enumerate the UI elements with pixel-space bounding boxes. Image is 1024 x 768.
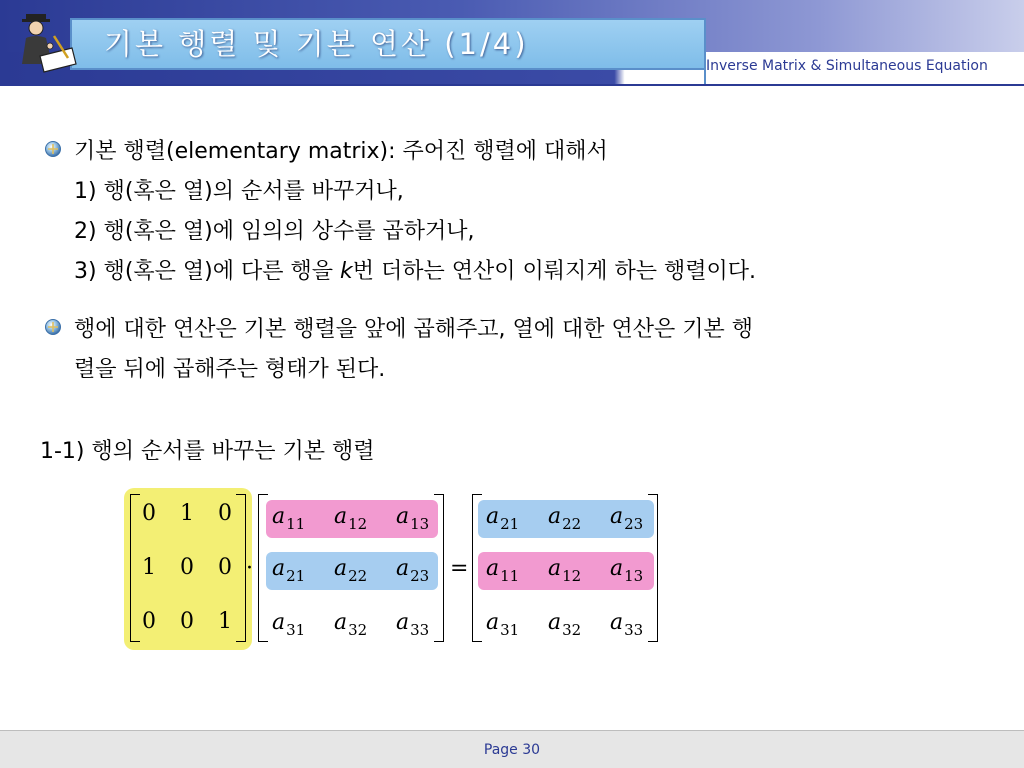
entry-var: a	[334, 556, 348, 581]
matrix-a-entry	[272, 610, 306, 639]
matrix-a-entry	[396, 610, 430, 639]
entry-subscript: 22	[562, 515, 582, 533]
elementary-cell: 0	[180, 609, 194, 634]
entry-subscript: 11	[500, 567, 520, 585]
bullet1-line2: 1) 행(혹은 열)의 순서를 바꾸거나,	[74, 179, 404, 204]
matrix-a-entry	[334, 610, 368, 639]
entry-subscript: 23	[410, 567, 430, 585]
entry-subscript: 21	[286, 567, 306, 585]
entry-var: a	[272, 556, 286, 581]
bullet-sphere-icon	[44, 140, 62, 158]
entry-var: a	[396, 504, 410, 529]
entry-var: a	[272, 504, 286, 529]
elementary-right-bracket	[236, 494, 246, 642]
entry-subscript: 32	[348, 621, 368, 639]
dot-operator: ·	[246, 556, 253, 581]
elementary-cell: 0	[180, 555, 194, 580]
bullet2-line2: 렬을 뒤에 곱해주는 형태가 된다.	[74, 357, 386, 382]
entry-var: a	[272, 610, 286, 635]
slide-subtitle: Inverse Matrix & Simultaneous Equation	[706, 58, 988, 74]
result-entry	[486, 556, 520, 585]
entry-subscript: 31	[500, 621, 520, 639]
elementary-cell: 0	[218, 501, 232, 526]
header-divider	[0, 84, 1024, 86]
entry-var: a	[486, 556, 500, 581]
entry-subscript: 13	[624, 567, 644, 585]
result-entry	[548, 504, 582, 533]
elementary-cell: 0	[142, 609, 156, 634]
matrix-a-entry	[272, 504, 306, 533]
matrix-a-entry	[396, 556, 430, 585]
elementary-cell: 0	[142, 501, 156, 526]
entry-var: a	[610, 504, 624, 529]
bullet1-line4-prefix: 3) 행(혹은 열)에 다른 행을	[74, 259, 340, 284]
entry-subscript: 21	[500, 515, 520, 533]
entry-var: a	[334, 610, 348, 635]
bullet2-line1: 행에 대한 연산은 기본 행렬을 앞에 곱해주고, 열에 대한 연산은 기본 행	[74, 317, 753, 342]
entry-subscript: 12	[562, 567, 582, 585]
entry-var: a	[486, 504, 500, 529]
entry-subscript: 33	[410, 621, 430, 639]
bullet-sphere-icon	[44, 318, 62, 336]
equals-operator: =	[450, 556, 469, 581]
result-right-bracket	[648, 494, 658, 642]
entry-subscript: 23	[624, 515, 644, 533]
matrix-a-entry	[396, 504, 430, 533]
result-left-bracket	[472, 494, 482, 642]
scholar-writing-icon	[10, 6, 82, 78]
entry-var: a	[610, 556, 624, 581]
bullet1-line4	[74, 254, 756, 285]
elementary-cell: 1	[180, 501, 194, 526]
entry-var: a	[486, 610, 500, 635]
bullet1-line4-suffix: 번 더하는 연산이 이뤄지게 하는 행렬이다.	[352, 259, 756, 284]
result-entry	[486, 504, 520, 533]
entry-subscript: 32	[562, 621, 582, 639]
matrix-a-right-bracket	[434, 494, 444, 642]
entry-subscript: 13	[410, 515, 430, 533]
matrix-a-entry	[334, 504, 368, 533]
bullet1-line1: 기본 행렬(elementary matrix): 주어진 행렬에 대해서	[74, 139, 608, 164]
bullet1-line4-var: k	[339, 259, 353, 284]
entry-var: a	[548, 556, 562, 581]
entry-var: a	[610, 610, 624, 635]
entry-subscript: 11	[286, 515, 306, 533]
page-number: Page 30	[483, 742, 541, 758]
result-entry	[548, 610, 582, 639]
entry-subscript: 12	[348, 515, 368, 533]
section-heading: 1-1) 행의 순서를 바꾸는 기본 행렬	[40, 439, 375, 464]
elementary-left-bracket	[130, 494, 140, 642]
entry-subscript: 33	[624, 621, 644, 639]
matrix-a-entry	[334, 556, 368, 585]
matrix-a-left-bracket	[258, 494, 268, 642]
result-entry	[548, 556, 582, 585]
result-entry	[610, 504, 644, 533]
entry-var: a	[548, 610, 562, 635]
entry-var: a	[396, 556, 410, 581]
entry-var: a	[548, 504, 562, 529]
result-entry	[610, 556, 644, 585]
entry-subscript: 31	[286, 621, 306, 639]
elementary-cell: 1	[142, 555, 156, 580]
elementary-cell: 0	[218, 555, 232, 580]
entry-var: a	[334, 504, 348, 529]
matrix-a-entry	[272, 556, 306, 585]
entry-subscript: 22	[348, 567, 368, 585]
slide-title: 기본 행렬 및 기본 연산 (1/4)	[104, 27, 529, 61]
elementary-cell: 1	[218, 609, 232, 634]
bullet1-line3: 2) 행(혹은 열)에 임의의 상수를 곱하거나,	[74, 219, 475, 244]
result-entry	[610, 610, 644, 639]
result-entry	[486, 610, 520, 639]
entry-var: a	[396, 610, 410, 635]
